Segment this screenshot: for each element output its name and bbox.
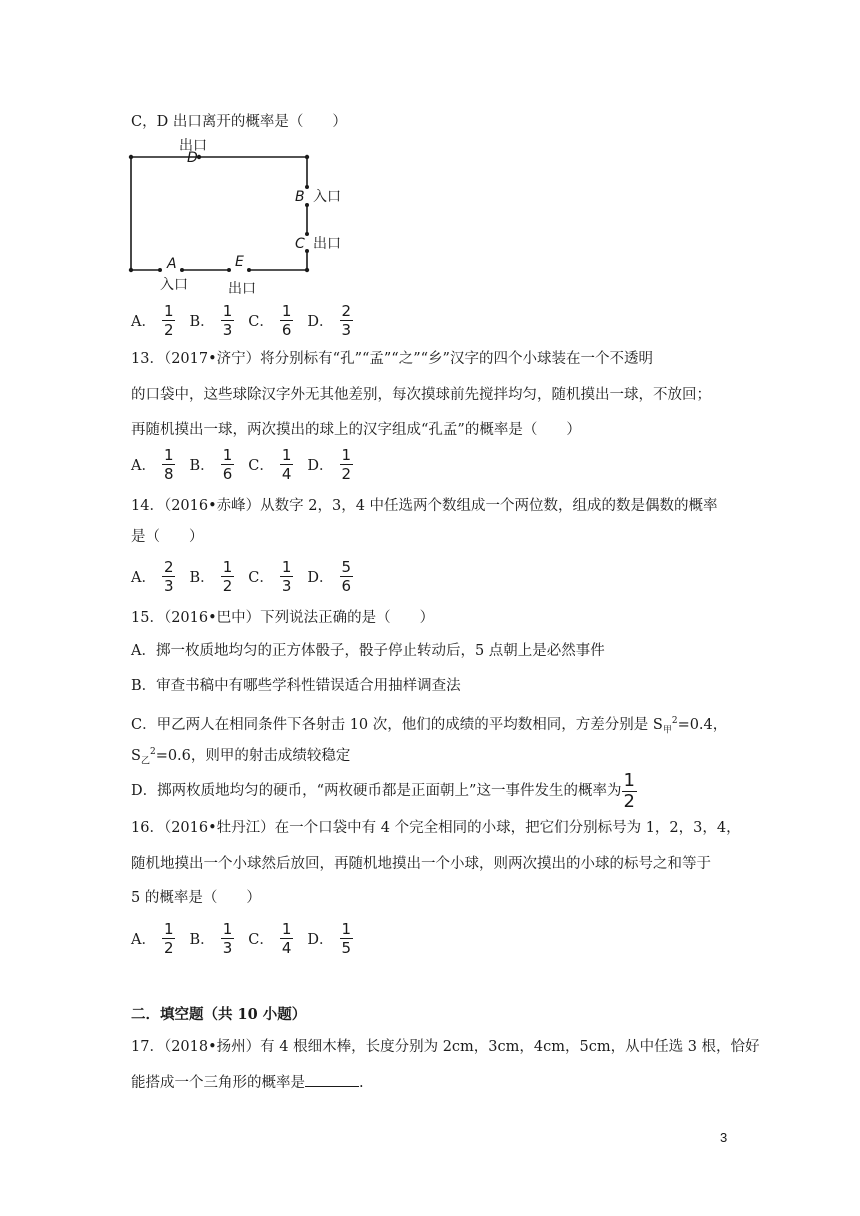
diagram-exit-d-label: 出口 — [179, 138, 207, 154]
diagram-point-b: B — [295, 189, 305, 205]
fraction: $\frac{1}{2}$ — [163, 301, 174, 339]
q15-option-c-line2 — [131, 742, 350, 772]
q13-option-b[interactable]: B． $\frac{1}{6}$ — [189, 445, 233, 483]
subscript: 甲 — [662, 725, 672, 736]
q15-option-c-text: C．甲乙两人在相同条件下各射击 10 次，他们的成绩的平均数相同，方差分别是 S — [131, 716, 663, 733]
variance-symbol: S — [131, 747, 141, 764]
q15-option-c-conclusion: =0.6，则甲的射击成绩较稳定 — [155, 747, 351, 764]
q16-stem-line1: 16．（2016•牡丹江）在一个口袋中有 4 个完全相同的小球，把它们分别标号为 1，2，3，4， — [131, 820, 741, 836]
q17-period: . — [359, 1075, 364, 1091]
q14-option-a[interactable]: A． $\frac{2}{3}$ — [131, 557, 174, 595]
diagram-entry-a-label: 入口 — [160, 277, 188, 293]
q16-option-d[interactable]: D． $\frac{1}{5}$ — [307, 919, 352, 957]
q13-option-d[interactable]: D． $\frac{1}{2}$ — [307, 445, 352, 483]
fraction: $\frac{5}{6}$ — [341, 557, 352, 595]
q12-option-a[interactable]: A． $\frac{1}{2}$ — [131, 301, 174, 339]
diagram-point-d: D — [187, 150, 198, 166]
diagram-exit-c-label: 出口 — [313, 236, 341, 252]
superscript: 2 — [671, 716, 678, 726]
page-number: 3 — [720, 1130, 728, 1145]
q17-stem-text: 能搭成一个三角形的概率是 — [131, 1075, 305, 1091]
fraction: $\frac{2}{3}$ — [163, 557, 174, 595]
diagram-point-a: A — [167, 256, 177, 272]
q14-stem-line1: 14．（2016•赤峰）从数字 2，3，4 中任选两个数组成一个两位数，组成的数是偶数的概率 — [131, 498, 718, 514]
q12-option-c[interactable]: C． $\frac{1}{6}$ — [248, 301, 292, 339]
answer-blank[interactable] — [305, 1072, 359, 1087]
q16-options — [131, 918, 367, 958]
fraction: $\frac{1}{3}$ — [281, 557, 292, 595]
q13-options — [131, 444, 367, 484]
q12-options — [131, 300, 367, 340]
q13-option-c[interactable]: C． $\frac{1}{4}$ — [248, 445, 292, 483]
superscript: 2 — [149, 747, 156, 757]
q16-stem-line2: 随机地摸出一个小球然后放回，再随机地摸出一个小球，则两次摸出的小球的标号之和等于 — [131, 856, 711, 872]
q15-option-a[interactable]: A．掷一枚质地均匀的正方体骰子，骰子停止转动后，5 点朝上是必然事件 — [131, 643, 605, 659]
fraction: $\frac{1}{5}$ — [341, 919, 352, 957]
fraction: $\frac{1}{4}$ — [281, 919, 292, 957]
q13-stem-line1: 13．（2017•济宁）将分别标有“孔”“孟”“之”“乡”汉字的四个小球装在一个不透明 — [131, 351, 653, 367]
diagram-point-e: E — [235, 254, 244, 270]
q14-stem-line2: 是（ ） — [131, 529, 204, 545]
fraction: $\frac{1}{6}$ — [281, 301, 292, 339]
fraction: $\frac{1}{2}$ — [222, 557, 233, 595]
q17-stem-line2 — [131, 1072, 364, 1093]
q15-option-b[interactable]: B．审查书稿中有哪些学科性错误适合用抽样调查法 — [131, 678, 461, 694]
fraction: $\frac{1}{8}$ — [163, 445, 174, 483]
q14-option-b[interactable]: B． $\frac{1}{2}$ — [189, 557, 233, 595]
q15-option-d[interactable] — [131, 769, 637, 813]
fraction: $\frac{1}{3}$ — [222, 301, 233, 339]
diagram-entry-b-label: 入口 — [313, 189, 341, 205]
q13-stem-line2: 的口袋中，这些球除汉字外无其他差别，每次摸球前先搅拌均匀，随机摸出一球，不放回； — [131, 387, 711, 403]
diagram-exit-e-label: 出口 — [228, 281, 256, 297]
q16-stem-line3: 5 的概率是（ ） — [131, 890, 261, 906]
fraction: $\frac{1}{3}$ — [222, 919, 233, 957]
q16-option-b[interactable]: B． $\frac{1}{3}$ — [189, 919, 233, 957]
q12-option-d[interactable]: D． $\frac{2}{3}$ — [307, 301, 352, 339]
q15-option-c-line1[interactable] — [131, 711, 727, 741]
q13-option-a[interactable]: A． $\frac{1}{8}$ — [131, 445, 174, 483]
q14-option-c[interactable]: C． $\frac{1}{3}$ — [248, 557, 292, 595]
fraction: $\frac{1}{2}$ — [163, 919, 174, 957]
q14-options — [131, 556, 367, 596]
q15-option-d-text: D．掷两枚质地均匀的硬币，“两枚硬币都是正面朝上”这一事件发生的概率为 — [131, 783, 622, 799]
fraction: $\frac{1}{2}$ — [623, 769, 635, 812]
path-diagram — [0, 0, 860, 300]
q12-option-b[interactable]: B． $\frac{1}{3}$ — [189, 301, 233, 339]
q12-stem-tail: C，D 出口离开的概率是（ ） — [131, 114, 347, 130]
q14-option-d[interactable]: D． $\frac{5}{6}$ — [307, 557, 352, 595]
q15-option-c-value: =0.4， — [677, 716, 728, 733]
q13-stem-line3: 再随机摸出一球，两次摸出的球上的汉字组成“孔孟”的概率是（ ） — [131, 422, 581, 438]
q16-option-a[interactable]: A． $\frac{1}{2}$ — [131, 919, 174, 957]
fraction: $\frac{1}{4}$ — [281, 445, 292, 483]
subscript: 乙 — [140, 756, 150, 767]
diagram-point-c: C — [295, 236, 305, 252]
fraction: $\frac{2}{3}$ — [341, 301, 352, 339]
q16-option-c[interactable]: C． $\frac{1}{4}$ — [248, 919, 292, 957]
fraction: $\frac{1}{6}$ — [222, 445, 233, 483]
q17-stem-line1: 17．（2018•扬州）有 4 根细木棒，长度分别为 2cm，3cm，4cm，5cm，从中任选 3 根，恰好 — [131, 1039, 760, 1055]
fraction: $\frac{1}{2}$ — [341, 445, 352, 483]
q15-stem: 15．（2016•巴中）下列说法正确的是（ ） — [131, 610, 435, 626]
section-heading: 二．填空题（共 10 小题） — [131, 1006, 307, 1023]
